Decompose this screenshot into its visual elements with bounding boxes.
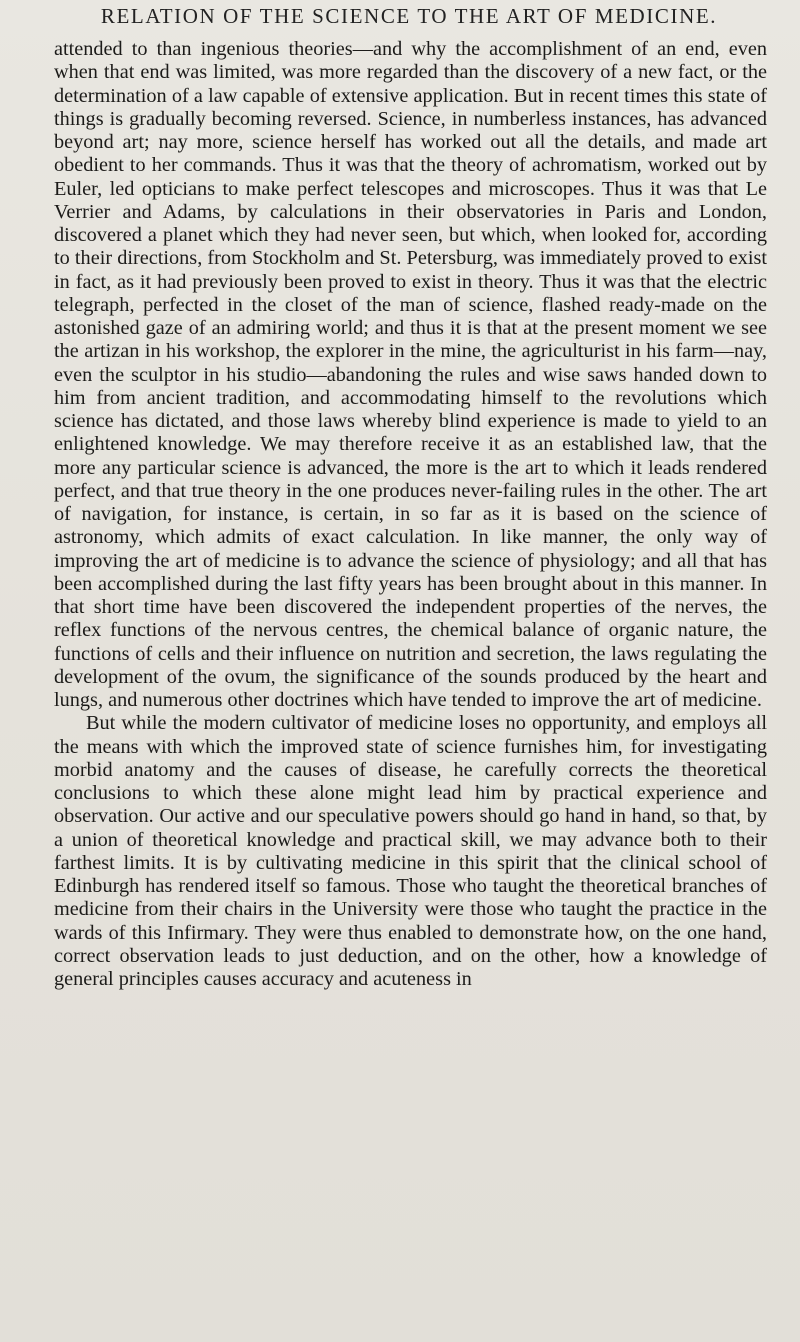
paragraph-2: But while the modern cultivator of medicine loses no opportunity, and employs all the means with which the improved state of science furnishes him, for investigating morbid anatomy and the causes of disease, he carefully corrects the theoretical conclusions to which these alone might lead him by practical experience and observation. Our active and our speculative powers should go hand in hand, so that, by a union of theoretical knowledge and practical skill, we may advance both to their farthest limits. It is by cultivating medicine in this spirit that the clinical school of Edinburgh has rendered itself so famous. Those who taught the theoretical branches of medicine from their chairs in the University were those who taught the practice in the wards of this Infirmary. They were thus enabled to demonstrate how, on the one hand, correct observation leads to just deduction, and on the other, how a knowledge of general principles causes accuracy and acuteness in: [54, 712, 767, 990]
running-head: RELATION OF THE SCIENCE TO THE ART OF MEDICINE.: [100, 4, 718, 28]
body-text: [54, 38, 767, 991]
paragraph-1: attended to than ingenious theories—and why the accomplishment of an end, even when that end was limited, was more regarded than the discovery of a new fact, or the determination of a law capable of extensive application. But in recent times this state of things is gradually becoming reversed. Science, in numberless instances, has advanced beyond art; nay more, science herself has worked out all the details, and made art obedient to her commands. Thus it was that the theory of achromatism, worked out by Euler, led opticians to make perfect telescopes and microscopes. Thus it was that Le Verrier and Adams, by calculations in their observatories in Paris and London, discovered a planet which they had never seen, but which, when looked for, according to their directions, from Stockholm and St. Petersburg, was immediately proved to exist in fact, as it had previously been proved to exist in theory. Thus it was that the electric telegraph, perfected in the closet of the man of science, flashed ready-made on the astonished gaze of an admiring world; and thus it is that at the present moment we see the artizan in his workshop, the explorer in the mine, the agriculturist in his farm—nay, even the sculptor in his studio—abandoning the rules and wise saws handed down to him from ancient tradition, and accommodating himself to the revolutions which science has dictated, and those laws whereby blind experience is made to yield to an enlightened knowledge. We may therefore receive it as an established law, that the more any particular science is advanced, the more is the art to which it leads rendered perfect, and that true theory in the one produces never-failing rules in the other. The art of navigation, for instance, is certain, in so far as it is based on the science of astronomy, which admits of exact calculation. In like manner, the only way of improving the art of medicine is to advance the science of physiology; and all that has been accomplished during the last fifty years has been brought about in this manner. In that short time have been discovered the independent properties of the nerves, the reflex functions of the nervous centres, the chemical balance of organic nature, the functions of cells and their influence on nutrition and secretion, the laws regulating the development of the ovum, the significance of the sounds produced by the heart and lungs, and numerous other doctrines which have tended to improve the art of medicine.: [54, 38, 767, 711]
